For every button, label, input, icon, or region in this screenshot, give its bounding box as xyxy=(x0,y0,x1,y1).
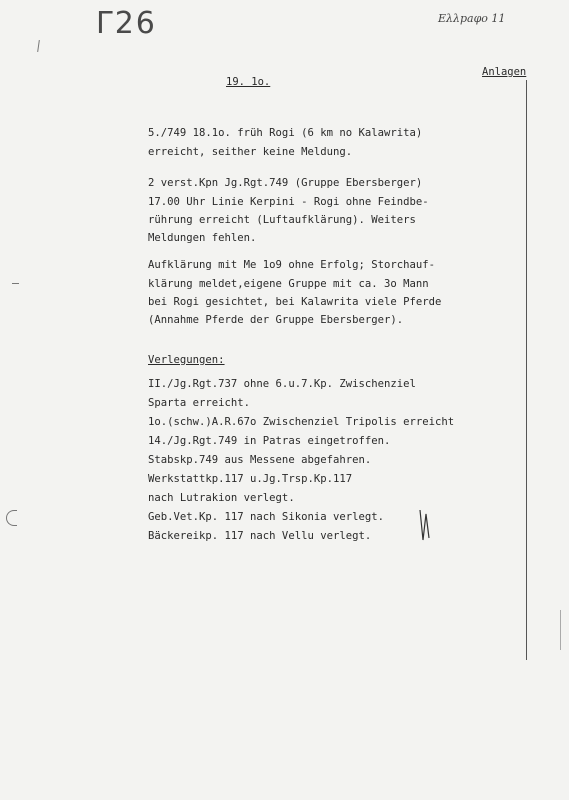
handwritten-check-mark xyxy=(418,508,430,542)
handwritten-note: Eλλpaφo 11 xyxy=(438,12,506,25)
text-line: Bäckereikp. 117 nach Vellu verlegt. xyxy=(148,530,372,542)
document-date: 19. 1o. xyxy=(226,76,271,88)
text-line: Meldungen fehlen. xyxy=(148,232,257,244)
text-line: 5./749 18.1o. früh Rogi (6 km no Kalawrita) xyxy=(148,127,423,139)
margin-mark xyxy=(37,40,40,52)
text-line: Stabskp.749 aus Messene abgefahren. xyxy=(148,454,372,466)
text-line: rührung erreicht (Luftaufklärung). Weiters xyxy=(148,214,416,226)
text-line: 2 verst.Kpn Jg.Rgt.749 (Gruppe Ebersberger) xyxy=(148,177,423,189)
margin-mark xyxy=(12,283,19,284)
text-line: 17.00 Uhr Linie Kerpini - Rogi ohne Feindbe- xyxy=(148,196,429,208)
anlagen-heading: Anlagen xyxy=(482,66,527,78)
text-line: II./Jg.Rgt.737 ohne 6.u.7.Kp. Zwischenziel xyxy=(148,378,416,390)
text-line: nach Lutrakion verlegt. xyxy=(148,492,295,504)
section-heading: Verlegungen: xyxy=(148,354,225,366)
text-line: klärung meldet,eigene Gruppe mit ca. 3o Mann xyxy=(148,278,429,290)
archive-stamp: Γ26 xyxy=(96,6,157,41)
text-line: Aufklärung mit Me 1o9 ohne Erfolg; Storchauf- xyxy=(148,259,436,271)
text-line: bei Rogi gesichtet, bei Kalawrita viele Pferde xyxy=(148,296,442,308)
punch-hole-mark xyxy=(6,510,17,526)
text-line: Geb.Vet.Kp. 117 nach Sikonia verlegt. xyxy=(148,511,384,523)
text-line: Werkstattkp.117 u.Jg.Trsp.Kp.117 xyxy=(148,473,353,485)
margin-rule xyxy=(526,80,527,660)
text-line: (Annahme Pferde der Gruppe Ebersberger). xyxy=(148,314,404,326)
text-line: Sparta erreicht. xyxy=(148,397,251,409)
text-line: 14./Jg.Rgt.749 in Patras eingetroffen. xyxy=(148,435,391,447)
text-line: 1o.(schw.)A.R.67o Zwischenziel Tripolis erreicht xyxy=(148,416,455,428)
margin-mark xyxy=(560,610,561,650)
text-line: erreicht, seither keine Meldung. xyxy=(148,146,353,158)
